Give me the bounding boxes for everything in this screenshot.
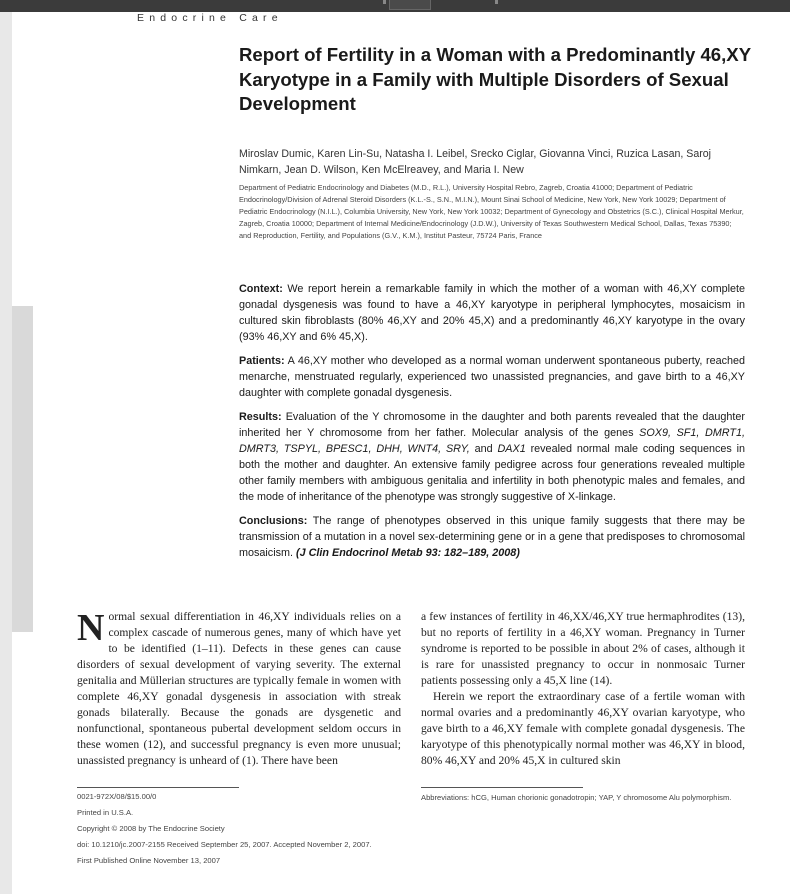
results-gene-last: DAX1	[497, 443, 526, 455]
body-column-right	[421, 609, 745, 769]
context-text: We report herein a remarkable family in which the mother of a woman with 46,XY complete gonadal dysgenesis was found to have a 46,XY karyotype in peripheral lymphocytes, mosaicism in cultured skin fibroblasts (80% 46,XY and 20% 45,X) and a predominantly 46,XY karyotype in the ovary (93% 46,XY and 6% 45,X).	[239, 283, 745, 343]
abstract	[239, 281, 745, 569]
conclusions-text: The range of phenotypes observed in this unique family suggests that there may be transmission of a mutation in a novel sex-determining gene or in a gene that predisposes to chromosomal mosaicism.	[239, 515, 745, 559]
body-paragraph	[77, 609, 401, 769]
context-label: Context:	[239, 283, 283, 295]
toolbar-separator	[383, 0, 386, 4]
doi-line: doi: 10.1210/jc.2007-2155 Received September 25, 2007. Accepted November 2, 2007.	[77, 840, 372, 849]
patients-label: Patients:	[239, 355, 285, 367]
article-title: Report of Fertility in a Woman with a Predominantly 46,XY Karyotype in a Family with Multiple Disorders of Sexual Development	[239, 44, 751, 114]
body-paragraph: a few instances of fertility in 46,XX/46,XY true hermaphrodites (13), but no reports of fertility in a 46,XY woman. Pregnancy in Turner syndrome is reported to be possible in about 2% of cases, although it is rare for unassisted pregnancy to occur in nonmosaic Turner patients possessing only a 45,X line (14).	[421, 610, 745, 687]
patients-text: A 46,XY mother who developed as a normal woman underwent spontaneous puberty, reached menarche, menstruated regularly, experienced two unassisted pregnancies, and gave birth to a 46,XY daughter with complete gonadal dysgenesis.	[239, 355, 746, 399]
results-text-post: revealed normal male coding sequences in both the mother and daughter. An extensive family pedigree across four generations revealed multiple other family members with ambiguous genitalia and infertility in both phenotypic males and females, and the mode of inheritance of the phenotype was strongly suggestive of X-linkage.	[239, 443, 746, 503]
viewer-toolbar	[0, 0, 790, 12]
body-text-left: ormal sexual differentiation in 46,XY individuals relies on a complex cascade of numerous genes, many of which have yet to be identified (1–11). Defects in these genes can cause disorders of sexual development of varying severity. The external genitalia and Müllerian structures are typically female in women with complete 46,XY gonadal dysgenesis in association with streak gonads bilaterally. Because the gonads are dysgenetic and nonfunctional, spontaneous pubertal development seldom occurs in these women (12), and successful pregnancy is even more unusual; unassisted pregnancy is unheard of (1). There have been	[77, 610, 401, 767]
body-paragraph: Herein we report the extraordinary case of a fertile woman with normal ovaries and a predominantly 46,XY ovarian karyotype, who gave birth to a 46,XY female with complete gonadal dysgenesis. The karyotype of this phenotypically normal mother was 46,XY in blood, 80% 46,XY and 20% 45,X in cultured skin	[421, 690, 745, 767]
page-side-shading	[12, 306, 33, 632]
toolbar-page-button[interactable]	[389, 0, 431, 10]
results-and: and	[474, 443, 493, 455]
abstract-context	[239, 281, 745, 345]
abstract-patients	[239, 353, 745, 401]
abstract-conclusions	[239, 513, 745, 561]
copyright-line: Copyright © 2008 by The Endocrine Society	[77, 824, 225, 833]
abstract-results	[239, 409, 745, 505]
running-head: Endocrine Care	[137, 12, 283, 24]
results-text-pre: Evaluation of the Y chromosome in the daughter and both parents revealed that the daughter inherited her Y chromosome from her father. Molecular analysis of the genes	[239, 411, 746, 439]
printed-line: Printed in U.S.A.	[77, 808, 134, 817]
abbreviations-footnote: Abbreviations: hCG, Human chorionic gonadotropin; YAP, Y chromosome Alu polymorphism.	[421, 793, 732, 802]
journal-citation: (J Clin Endocrinol Metab 93: 182–189, 2008)	[296, 547, 520, 559]
footnote-rule-right	[421, 787, 583, 788]
issn-line: 0021-972X/08/$15.00/0	[77, 792, 157, 801]
toolbar-separator	[495, 0, 498, 4]
footnote-rule-left	[77, 787, 239, 788]
author-list: Miroslav Dumic, Karen Lin-Su, Natasha I. Leibel, Srecko Ciglar, Giovanna Vinci, Ruzica Lasan, Saroj Nimkarn, Jean D. Wilson, Ken McElreavey, and Maria I. New	[239, 148, 712, 176]
viewer-left-margin	[0, 12, 12, 894]
published-line: First Published Online November 13, 2007	[77, 856, 221, 865]
results-label: Results:	[239, 411, 282, 423]
drop-cap: N	[77, 607, 105, 649]
results-gene-list: SOX9, SF1, DMRT1, DMRT3, TSPYL, BPESC1, DHH, WNT4, SRY,	[239, 427, 745, 455]
body-column-left	[77, 609, 401, 769]
affiliations: Department of Pediatric Endocrinology and Diabetes (M.D., R.L.), University Hospital Rebro, Zagreb, Croatia 41000; Department of Pediatric Endocrinology/Division of Adrenal Steroid Disorders (K.L.-S., S.N., M.I.N.), Mount Sinai School of Medicine, New York, New York 10029; Department of Pediatric Endocrinology (N.I.L.), Columbia University, New York, New York 10032; Department of Gynecology and Obstetrics (S.C.), Clinical Hospital Merkur, Zagreb, Croatia 10000; Department of Internal Medicine/Endocrinology (J.D.W.), University of Texas Southwestern Medical School, Dallas, Texas 75390; and Reproduction, Fertility, and Populations (G.V., K.M.), Institut Pasteur, 75724 Paris, France	[239, 183, 744, 240]
conclusions-label: Conclusions:	[239, 515, 308, 527]
